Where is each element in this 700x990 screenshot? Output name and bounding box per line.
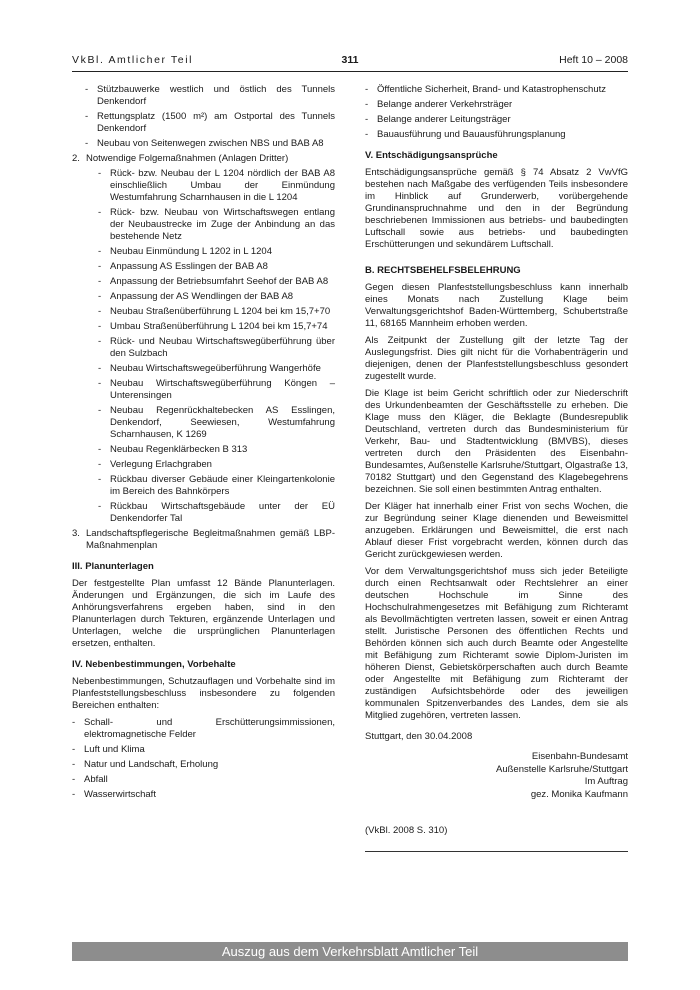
list-item-text: Rück- bzw. Neubau der L 1204 nördlich der BAB A8 einschließlich Umbau der Einmündung Westumfahrung Scharnhausen in die L 1204 (110, 168, 335, 203)
dash-marker: - (72, 744, 76, 755)
list-item (72, 789, 335, 801)
list-item (85, 138, 335, 150)
section-heading-iv: IV. Nebenbestimmungen, Vorbehalte (72, 659, 236, 670)
list-item-text: Umbau Straßenüberführung L 1204 bei km 15,7+74 (110, 321, 328, 332)
item-number: 3. (72, 528, 80, 539)
list-item-text: Neubau von Seitenwegen zwischen NBS und BAB A8 (97, 138, 324, 149)
numbered-item-2 (72, 153, 335, 165)
list-item-text: Belange anderer Verkehrsträger (377, 99, 513, 110)
list-item-text: Neubau Straßenüberführung L 1204 bei km 15,7+70 (110, 306, 331, 317)
list-item (98, 405, 335, 441)
item-text: Landschaftspflegerische Begleitmaßnahmen gemäß LBP-Maßnahmenplan (86, 528, 335, 551)
dash-marker: - (98, 306, 102, 317)
list-item (365, 99, 628, 111)
dash-marker: - (72, 717, 76, 728)
tunnel-measures-list (85, 84, 335, 150)
list-item (98, 261, 335, 273)
list-item-text: Öffentliche Sicherheit, Brand- und Katastrophenschutz (377, 84, 607, 95)
list-item-text: Stützbauwerke westlich und östlich des Tunnels Denkendorf (97, 84, 335, 107)
list-item-text: Rückbau Wirtschaftsgebäude unter der EÜ Denkendorfer Tal (110, 501, 335, 524)
dash-marker: - (98, 405, 102, 416)
dash-marker: - (72, 789, 76, 800)
section-heading-v: V. Entschädigungsansprüche (365, 150, 498, 161)
dash-marker: - (98, 363, 102, 374)
dash-marker: - (98, 276, 102, 287)
list-item-text: Natur und Landschaft, Erholung (84, 759, 219, 770)
issue-label: Heft 10 – 2008 (559, 54, 628, 66)
list-item-text: Neubau Regenrückhaltebecken AS Esslingen, Denkendorf, Seewiesen, Westumfahrung Scharnhausen, K 1269 (110, 405, 335, 440)
section-heading-b: B. RECHTSBEHELFSBELEHRUNG (365, 265, 521, 276)
list-item (98, 306, 335, 318)
dash-marker: - (72, 759, 76, 770)
section-heading-iii: III. Planunterlagen (72, 561, 154, 572)
list-item-text: Anpassung AS Esslingen der BAB A8 (110, 261, 268, 272)
list-item-text: Neubau Wirtschaftswegüberführung Köngen – Unterensingen (110, 378, 335, 401)
right-column (365, 84, 628, 852)
list-item (98, 474, 335, 498)
dash-marker: - (98, 378, 102, 389)
list-item (365, 129, 628, 141)
dash-marker: - (365, 129, 369, 140)
list-item (365, 84, 628, 96)
list-item (85, 111, 335, 135)
page-number: 311 (341, 54, 359, 66)
dash-marker: - (365, 99, 369, 110)
dash-marker: - (98, 444, 102, 455)
list-item (72, 759, 335, 771)
list-item-text: Rück- bzw. Neubau von Wirtschaftswegen entlang der Neubaustrecke im Zuge der Anbindung an das bestehende Netz (110, 207, 335, 242)
dash-marker: - (98, 321, 102, 332)
list-item-text: Schall- und Erschütterungsimmissionen, elektromagnetische Felder (84, 717, 335, 740)
list-item (98, 501, 335, 525)
dash-marker: - (365, 114, 369, 125)
list-item-text: Wasserwirtschaft (84, 789, 156, 800)
section-v-paragraph: Entschädigungsansprüche gemäß § 74 Absatz 2 VwVfG bestehen nach Maßgabe des verfügenden Teils insbesondere im Hinblick auf Grunderwerb, vorübergehende Grundinanspruchnahme und den in der Begründung beschriebenen Immissionen aus betriebs- und baubedingten Luftschall sowie aus betriebs- und baubedingten Erschütterungen und sekundärem Luftschall. (365, 167, 628, 250)
paragraph: Gegen diesen Planfeststellungsbeschluss kann innerhalb eines Monats nach Zustellung Klage beim Verwaltungsgerichtshof Baden-Württemberg, Schubertstraße 11, 68165 Mannheim erhoben werden. (365, 282, 628, 329)
gazette-reference: (VkBl. 2008 S. 310) (365, 825, 448, 836)
left-column (72, 84, 335, 852)
page-header (72, 54, 628, 67)
list-item-text: Neubau Wirtschaftswegeüberführung Wangerhöfe (110, 363, 321, 374)
dash-marker: - (98, 168, 102, 179)
list-item (98, 336, 335, 360)
list-item (98, 291, 335, 303)
numbered-item-3 (72, 528, 335, 552)
section-iii-paragraph: Der festgestellte Plan umfasst 12 Bände Planunterlagen. Änderungen und Ergänzungen, die sich im Laufe des Anhörungsverfahrens ergeben haben, sind in den Planunterlagen durch Tekturen, ergänzende Unterlagen und Unterlagen, welche die ursprünglichen Planunterlagen ersetzen, enthalten. (72, 578, 335, 649)
item-number: 2. (72, 153, 80, 164)
signature-block (365, 751, 628, 801)
list-item-text: Anpassung der AS Wendlingen der BAB A8 (110, 291, 294, 302)
dash-marker: - (98, 261, 102, 272)
paragraph: Die Klage ist beim Gericht schriftlich oder zur Niederschrift des Urkundenbeamten der Geschäftsstelle zu erheben. Die Klage muss den Kläger, die Beklagte (Bundesrepublik Deutschland, vertreten durch das Bundesministerium für Verkehr, Bau- und Stadtentwicklung (BMVBS), dieses vertreten durch den Präsidenten des Eisenbahn-Bundesamtes, Außenstelle Karlsruhe/Stuttgart, Olgastraße 13, 70182 Stuttgart) und den Gegenstand des Klagebegehrens bezeichnen. Sie soll einen bestimmten Antrag enthalten. (365, 388, 628, 495)
list-item-text: Anpassung der Betriebsumfahrt Seehof der BAB A8 (110, 276, 329, 287)
dash-marker: - (85, 84, 89, 95)
list-item (72, 744, 335, 756)
footer-text: Auszug aus dem Verkehrsblatt Amtlicher Teil (221, 944, 479, 959)
list-item-text: Verlegung Erlachgraben (110, 459, 212, 470)
rechtsbehelf-paragraphs (365, 282, 628, 722)
list-item (98, 378, 335, 402)
list-item-text: Luft und Klima (84, 744, 145, 755)
dash-marker: - (98, 291, 102, 302)
signature-line: Im Auftrag (584, 776, 628, 787)
content-columns (72, 84, 628, 852)
item-title: Notwendige Folgemaßnahmen (Anlagen Dritter) (86, 153, 289, 164)
dash-marker: - (85, 138, 89, 149)
list-item (72, 774, 335, 786)
list-item-text: Rückbau diverser Gebäude einer Kleingartenkolonie im Bereich des Bahnkörpers (110, 474, 335, 497)
list-item-text: Neubau Einmündung L 1202 in L 1204 (110, 246, 272, 257)
signature-line: Eisenbahn-Bundesamt (531, 751, 628, 762)
dash-marker: - (98, 474, 102, 485)
paragraph: Als Zeitpunkt der Zustellung gilt der letzte Tag der Auslegungsfrist. Dies gilt nicht für die Vorhabenträgerin und diejenigen, denen der Planfeststellungsbeschluss gesondert zugestellt wurde. (365, 335, 628, 382)
signature-line: gez. Monika Kaufmann (530, 788, 628, 800)
nebenbestimmungen-list (72, 717, 335, 801)
dash-marker: - (98, 459, 102, 470)
journal-title: VkBl. Amtlicher Teil (72, 54, 194, 66)
dash-marker: - (98, 207, 102, 218)
paragraph: Vor dem Verwaltungsgerichtshof muss sich jeder Beteiligte durch einen Rechtsanwalt oder Rechtslehrer an einer deutschen Hochschule im Sinne des Hochschulrahmengesetzes mit Befähigung zum Richteramt als Bevollmächtigten vertreten lassen, soweit er einen Antrag stellt. Juristische Personen des öffentlichen Rechts und Behörden können sich auch durch Beamte oder Angestellte mit Befähigung zum Richteramt sowie Diplom-Juristen im höheren Dienst, Gebietskörperschaften auch durch Beamte oder Angestellte mit Befähigung zum Richteramt der zuständigen Aufsichtsbehörde oder des jeweiligen kommunalen Spitzenverbandes des Landes, dem sie als Mitglied zugehören, vertreten lassen. (365, 566, 628, 721)
list-item (98, 444, 335, 456)
folgemassnahmen-list (98, 168, 335, 525)
dash-marker: - (72, 774, 76, 785)
list-item (98, 459, 335, 471)
end-rule (365, 851, 628, 852)
list-item (72, 717, 335, 741)
dash-marker: - (98, 246, 102, 257)
list-item (365, 114, 628, 126)
dash-marker: - (85, 111, 89, 122)
list-item-text: Rettungsplatz (1500 m²) am Ostportal des Tunnels Denkendorf (97, 111, 335, 134)
dash-marker: - (98, 336, 102, 347)
belange-list (365, 84, 628, 141)
footer-banner (72, 942, 628, 961)
dash-marker: - (98, 501, 102, 512)
list-item-text: Bauausführung und Bauausführungsplanung (377, 129, 566, 140)
signature-line: Außenstelle Karlsruhe/Stuttgart (495, 763, 628, 775)
list-item (98, 246, 335, 258)
list-item-text: Neubau Regenklärbecken B 313 (110, 444, 248, 455)
date-line: Stuttgart, den 30.04.2008 (365, 731, 473, 742)
list-item-text: Rück- und Neubau Wirtschaftswegüberführung über den Sulzbach (110, 336, 335, 359)
list-item (98, 207, 335, 243)
list-item (98, 276, 335, 288)
header-rule (72, 71, 628, 72)
list-item (98, 168, 335, 204)
list-item-text: Abfall (84, 774, 108, 785)
paragraph: Der Kläger hat innerhalb einer Frist von sechs Wochen, die zur Begründung seiner Klage dienenden und Beweismittel anzugeben. Erklärungen und Beweismittel, die erst nach Ablauf dieser Frist vorgebracht werden, können durch das Gericht zurückgewiesen werden. (365, 501, 628, 560)
list-item (98, 363, 335, 375)
list-item (98, 321, 335, 333)
list-item-text: Belange anderer Leitungsträger (377, 114, 511, 125)
section-iv-paragraph: Nebenbestimmungen, Schutzauflagen und Vorbehalte sind im Planfeststellungsbeschluss insbesondere zu folgenden Bereichen enthalten: (72, 676, 335, 711)
list-item (85, 84, 335, 108)
dash-marker: - (365, 84, 369, 95)
